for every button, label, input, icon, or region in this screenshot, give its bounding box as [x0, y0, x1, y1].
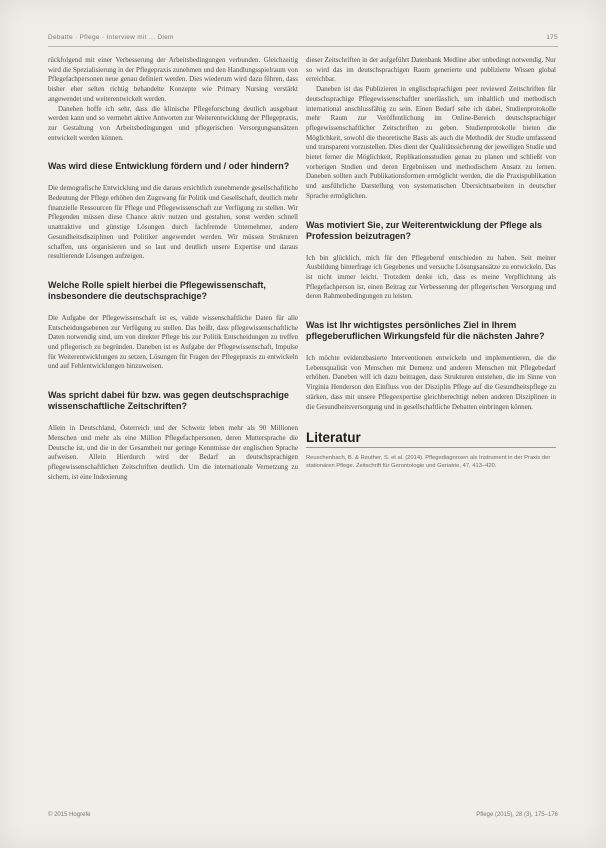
interview-question: Was ist Ihr wichtigstes persönliches Ziel in Ihrem pflegeberuflichen Wirkungsfeld für die nächsten Jahre?	[306, 320, 545, 342]
running-header	[48, 34, 558, 46]
interview-question: Was spricht dabei für bzw. was gegen deutschsprachige wissenschaftliche Zeitschriften?	[48, 390, 289, 412]
paragraph: Daneben ist das Publizieren in englischsprachigen peer reviewed Zeitschriften für deutschsprachige Pflegewissenschaftler unerlässlich, um inhaltlich und methodisch international anschlussfähig zu sein. Einen Bedarf sehe ich dabei, Studienprotokolle mehr Raum zur Veröffentlichung im Online-Bereich deutschsprachiger pflegewissenschaftlicher Zeitschriften zu geben. Studienprotokolle bieten die Möglichkeit, sowohl die theoretische Basis als auch die Methodik der Studie umfassend und transparent vorzustellen. Dies dient der Qualitätssicherung der jeweiligen Studie und bietet ferner die Möglichkeit, Replikationsstudien genau zu planen und schließt von vorherigen Studien und deren Ergebnissen und methodischem Ansatz zu lernen. Daneben sollten auch Publikationsformen ermöglicht werden, die die Praxispublikation und ausführliche Darstellung von systematischen Übersichtsarbeiten in deutscher Sprache ermöglichen.	[306, 85, 556, 200]
interview-question: Was motiviert Sie, zur Weiterentwicklung der Pflege als Profession beizutragen?	[306, 219, 543, 241]
interview-question: Was wird diese Entwicklung fördern und / oder hindern?	[48, 161, 290, 172]
footer-citation: Pflege (2015), 28 (3), 175–176	[476, 812, 558, 818]
paragraph: Daneben hoffe ich sehr, dass die klinische Pflegeforschung deutlich ausgebaut werden kann und so vermehrt aktive Antworten zur Weiterentwicklung der Pflegepraxis, zur Gestaltung von Arbeitsbedingungen und pflegerischen Versorgungsansätzen entwickelt werden können.	[48, 104, 298, 142]
paragraph: Die Aufgabe der Pflegewissenschaft ist es, valide wissenschaftliche Daten für alle Entscheidungsebenen zur Verfügung zu stellen. Das heißt, dass pflegewissenschaftliche Daten notwendig sind, um von direkter Pflege bis zur Politik Entscheidungen zu treffen und pflegerisch zu begründen. Daneben ist es Aufgabe der Pflegewissenschaft, Impulse für Weiterentwicklungen zu setzen, Lösungen für Fragen der Pflegepraxis zu entwickeln und auf Fehlentwicklungen hinzuweisen.	[48, 313, 298, 371]
reference-entry: Reuschenbach, B. & Reuther, S. et al. (2014). Pflegediagnosen als Instrument in der Praxis der stationären Pflege. Zeitschrift für Gerontologie und Geriatrie, 47, 413–420.	[306, 455, 551, 470]
paragraph: rückfolgend mit einer Verbesserung der Arbeitsbedingungen verbunden. Gleichzeitig wird die Spezialisierung in der Pflegepraxis zunehmen und den Handlungsspielraum von Pflegefachpersonen neue genau definiert werden. Dies wiederum wird dazu führen, dass bisher eher selten richtig behandelte Konzepte wie Primary Nursing verstärkt angewendet und weiterentwickelt werden.	[48, 56, 298, 103]
interview-question: Welche Rolle spielt hierbei die Pflegewissenschaft, insbesondere die deutschsprachige?	[48, 279, 266, 301]
page-footer	[48, 812, 558, 822]
paragraph: dieser Zeitschriften in der aufgeführt Datenbank Medline aber unbedingt notwendig. Nur so wird das im deutschsprachigen Raum generierte und publizierte Wissen global erreichbar.	[306, 56, 556, 84]
header-journal-section: Debatte · Pflege · Interview mit ... Diem	[48, 34, 174, 41]
literature-heading: Literatur	[306, 430, 556, 448]
paragraph: Ich bin glücklich, mich für den Pflegeberuf entschieden zu haben. Seit meiner Ausbildung hinterfrage ich Gegebenes und versuche Lösungsansätze zu entwickeln. Das ist nicht immer leicht. Trotzdem denke ich, dass es meine Verpflichtung als Pflegefachperson ist, einen Beitrag zur Verbesserung der pflegerischen Versorgung und deren Rahmenbedingungen zu leisten.	[306, 253, 556, 301]
footer-copyright: © 2015 Hogrefe	[48, 812, 91, 818]
left-column	[48, 56, 298, 482]
paragraph: Allein in Deutschland, Österreich und der Schweiz leben mehr als 90 Millionen Menschen und mehr als eine Million Pflegefachpersonen, deren Muttersprache die Deutsche ist, und die in der Gesamtheit nur geringe Kenntnisse der englischen Sprache aufweisen. Allein Hierdurch wird der Bedarf an deutschsprachigen pflegewissenschaftlichen Zeitschriften deutlich. Um die internationale Vernetzung zu sichern, ist eine Indexierung	[48, 424, 298, 481]
header-divider	[48, 46, 558, 47]
paragraph: Ich möchte evidenzbasierte Interventionen entwickeln und implementieren, die die Lebensqualität von Menschen mit Demenz und anderen Menschen mit Pflegebedarf erhöhen. Daneben will ich dazu beitragen, dass Strukturen entstehen, die im Sinne von Virginia Henderson den Einfluss von der Disziplin Pflege auf die Gesundheitspflege zu stärken, dass mit unsere Pflegeexpertise gleichberechtigt neben anderen Disziplinen in die Gesundheitsversorgung und in gesellschaftliche Debatten einbringen können.	[306, 354, 556, 411]
header-page-number: 175	[546, 34, 558, 41]
right-column	[306, 56, 556, 470]
paragraph: Die demografische Entwicklung und die daraus ersichtlich zunehmende gesellschaftliche Bedeutung der Pflege erhöhen den Zugzwang für Politik und Gesellschaft, deutlich mehr finanzielle Ressourcen für Pflege und Pflegewissenschaft zur Verfügung zu stellen. Wir Pflegenden müssen diese Chance aktiv nutzen und gestalten, sonst werden schnell unattraktive und günstige Lösungen durch fachfremde Unternehmer, andere Gesundheitsdisziplinen und Politiker angewendet werden. Wir müssen Strukturen schaffen, uns organisieren und so laut und deutlich unsere Expertise und daraus resultierende Lösungen aufzeigen.	[48, 184, 298, 261]
